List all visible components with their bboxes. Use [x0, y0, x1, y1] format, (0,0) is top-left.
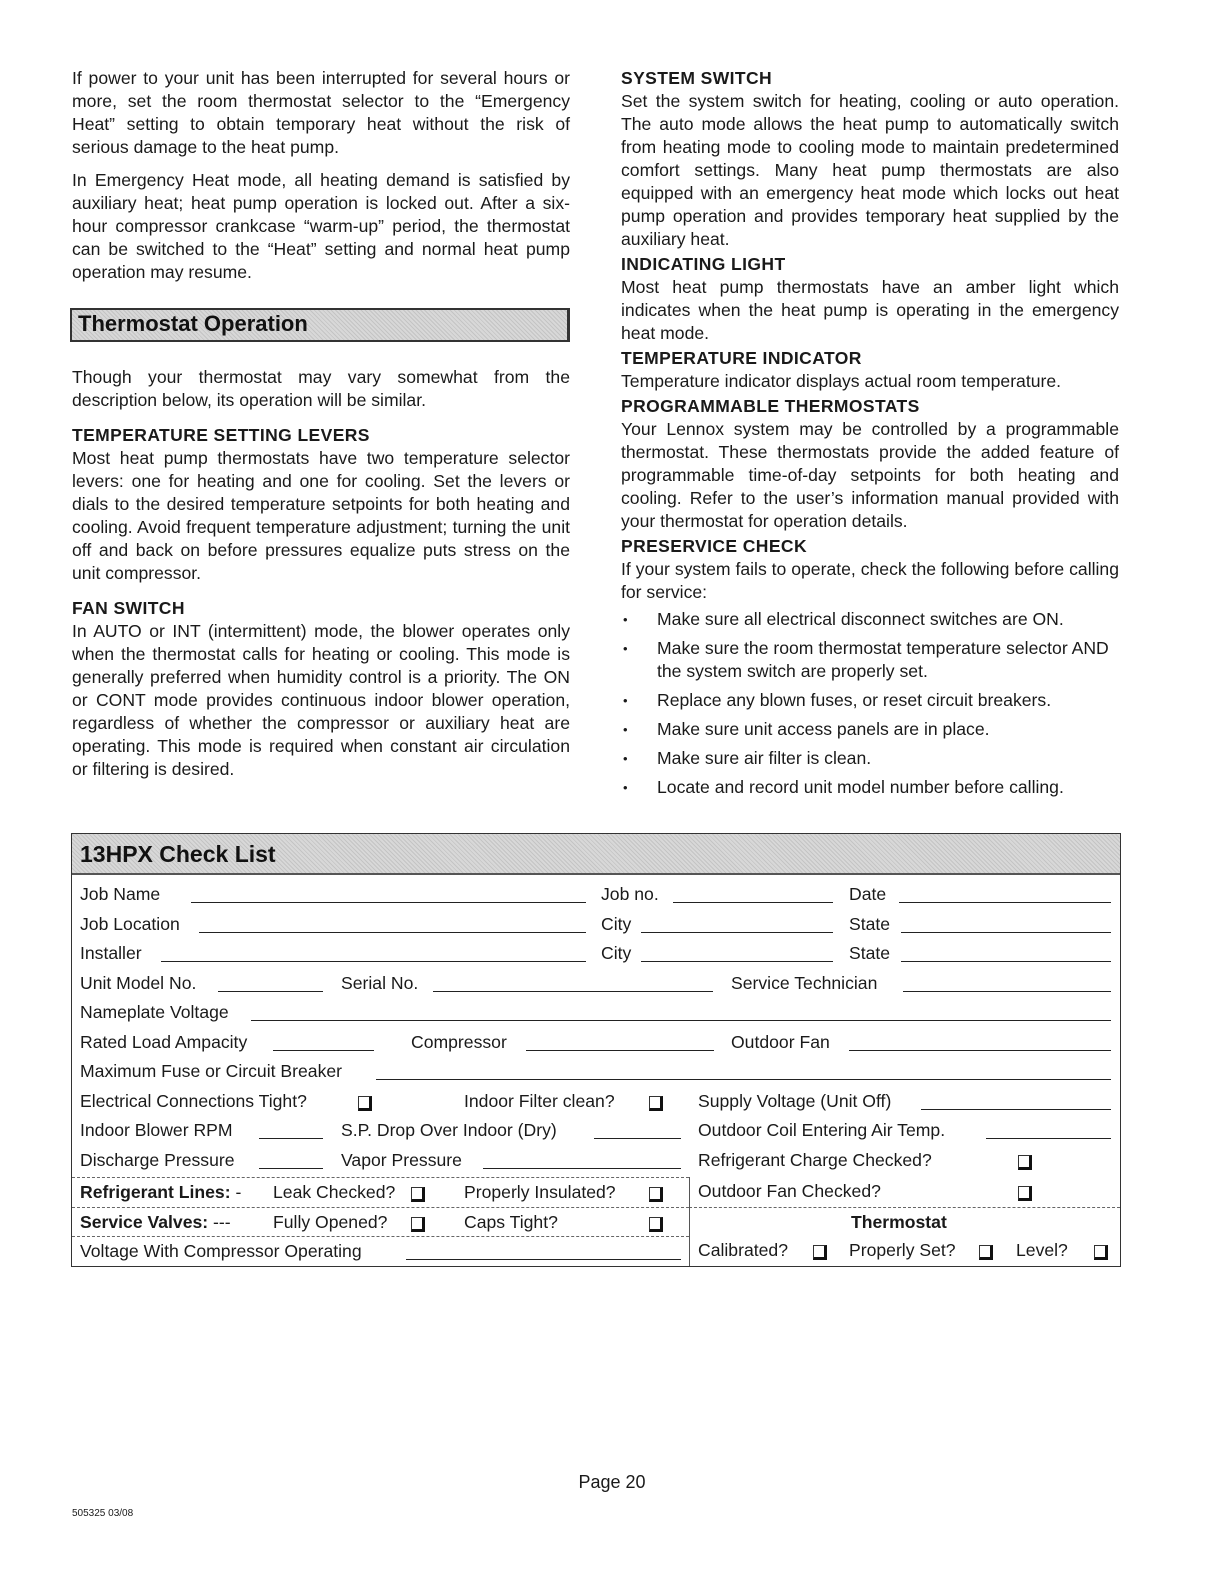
fan-text: In AUTO or INT (intermittent) mode, the blower operates only when the thermostat calls for heating or cooling. This mode is generally preferred when humidity control is a priority. The ON or CONT mode provides continuous indoor blower operation, regardless of whether the compressor or auxiliary heat are operating. This mode is required when constant air circulation or filtering is desired. [72, 621, 570, 779]
label: Supply Voltage (Unit Off) [698, 1090, 892, 1111]
label: Job Name [80, 884, 161, 904]
label: Indoor Blower RPM [80, 1120, 233, 1140]
system-heading: SYSTEM SWITCH [621, 68, 773, 88]
levers-heading: TEMPERATURE SETTING LEVERS [72, 425, 370, 445]
row-refrigerant-lines [72, 1177, 689, 1208]
level-checkbox[interactable] [1094, 1245, 1108, 1260]
label: Properly Set? [849, 1240, 956, 1260]
label: Outdoor Coil Entering Air Temp. [698, 1120, 946, 1140]
installer-state-field[interactable] [901, 961, 1111, 962]
discharge-field[interactable] [259, 1168, 323, 1169]
list-item: • Replace any blown fuses, or reset circuit breakers. [621, 689, 1119, 712]
label: Calibrated? [698, 1240, 788, 1260]
label: Outdoor Fan Checked? [698, 1181, 881, 1201]
row-voltage-compressor [72, 1236, 689, 1267]
temp-text: Temperature indicator displays actual room temperature. [621, 371, 1062, 391]
label: S.P. Drop Over Indoor (Dry) [341, 1120, 557, 1140]
banner-title: Thermostat Operation [78, 311, 308, 336]
emergency-heat-paragraph: If power to your unit has been interrupted for several hours or more, set the room thermostat selector to the “Emergency Heat” setting to obtain temporary heat without the risk of serious damage to the heat pump. [72, 68, 570, 157]
installer-field[interactable] [161, 961, 586, 962]
row-thermostat-checks [689, 1236, 1120, 1266]
row-thermostat-heading [689, 1207, 1120, 1238]
temp-heading: TEMPERATURE INDICATOR [621, 348, 862, 368]
light-text: Most heat pump thermostats have an amber light which indicates when the heat pump is operating in the emergency heat mode. [621, 277, 1119, 343]
prog-heading: PROGRAMMABLE THERMOSTATS [621, 396, 920, 416]
check-list-title: 13HPX Check List [80, 841, 276, 867]
label: Vapor Pressure [341, 1149, 462, 1170]
label: Refrigerant Charge Checked? [698, 1149, 932, 1170]
row-blower [72, 1116, 1120, 1146]
row-outdoor-fan-checked [689, 1177, 1120, 1207]
fully-opened-checkbox[interactable] [411, 1217, 425, 1232]
compressor-field[interactable] [526, 1050, 714, 1051]
check-list [71, 833, 1121, 1267]
light-heading: INDICATING LIGHT [621, 254, 786, 274]
label: Job no. [601, 884, 659, 904]
label: Caps Tight? [464, 1211, 558, 1232]
calibrated-checkbox[interactable] [813, 1245, 827, 1260]
label: Level? [1016, 1240, 1068, 1260]
label: Maximum Fuse or Circuit Breaker [80, 1061, 343, 1081]
serial-field[interactable] [433, 991, 713, 992]
emergency-mode-paragraph: In Emergency Heat mode, all heating demand is satisfied by auxiliary heat; heat pump operation is locked out. After a six-hour compressor crankcase “warm-up” period, the thermostat can be switched to the “Heat” setting and normal heat pump operation may resume. [72, 170, 570, 282]
coil-temp-field[interactable] [986, 1138, 1111, 1139]
row-max-fuse [72, 1057, 1120, 1087]
row-rated-load [72, 1028, 1120, 1058]
label: City [601, 913, 632, 934]
preservice-heading: PRESERVICE CHECK [621, 536, 807, 556]
job-no-field[interactable] [673, 902, 833, 903]
check-list-header [72, 834, 1120, 875]
label: State [849, 913, 891, 934]
label: Date [849, 884, 887, 904]
label: Leak Checked? [273, 1182, 396, 1202]
list-item: • Locate and record unit model number before calling. [621, 776, 1119, 799]
electrical-checkbox[interactable] [358, 1096, 372, 1111]
label: State [849, 943, 891, 963]
job-name-field[interactable] [191, 902, 586, 903]
label: Installer [80, 943, 142, 963]
fan-heading: FAN SWITCH [72, 598, 185, 618]
properly-set-checkbox[interactable] [979, 1245, 993, 1260]
label: City [601, 943, 632, 963]
left-column [72, 67, 570, 791]
page-number: Page 20 [578, 1472, 646, 1492]
label: Service Technician [731, 972, 878, 993]
supply-voltage-field[interactable] [921, 1109, 1111, 1110]
indoor-filter-checkbox[interactable] [649, 1096, 663, 1111]
sp-drop-field[interactable] [594, 1138, 681, 1139]
vapor-field[interactable] [483, 1168, 681, 1169]
job-location-field[interactable] [199, 932, 586, 933]
label: Outdoor Fan [731, 1031, 830, 1052]
label: Nameplate Voltage [80, 1002, 229, 1022]
label: Refrigerant Lines: - [80, 1182, 242, 1202]
row-installer [72, 939, 1120, 969]
list-item: • Make sure unit access panels are in place. [621, 718, 1119, 741]
preservice-list [621, 608, 1119, 799]
document-code: 505325 03/08 [72, 1508, 134, 1519]
label: Unit Model No. [80, 972, 197, 993]
outdoor-fan-field[interactable] [849, 1050, 1111, 1051]
installer-city-field[interactable] [641, 961, 833, 962]
prog-text: Your Lennox system may be controlled by a programmable thermostat. These thermostats provide the added feature of programmable time-of-day setpoints for both heating and cooling. Refer to the user’s information manual provided with your thermostat for operation details. [621, 419, 1119, 531]
label: Discharge Pressure [80, 1149, 235, 1170]
row-discharge [72, 1146, 1120, 1176]
label: Properly Insulated? [464, 1182, 616, 1202]
label: Compressor [411, 1031, 507, 1052]
label: Serial No. [341, 972, 419, 993]
row-electrical [72, 1087, 1120, 1117]
list-item: • Make sure all electrical disconnect switches are ON. [621, 608, 1119, 631]
voltage-compressor-field[interactable] [406, 1259, 681, 1260]
label: Job Location [80, 913, 180, 934]
row-service-valves [72, 1207, 689, 1238]
thermostat-heading: Thermostat [851, 1211, 947, 1232]
levers-text: Most heat pump thermostats have two temperature selector levers: one for heating and one for cooling. Set the levers or dials to the desired temperature setpoints for both heating and cooling. Avoid frequent temperature adjustment; turning the unit off and back on before pressures equalize puts stress on the unit compressor. [72, 448, 570, 583]
rated-load-field[interactable] [273, 1050, 374, 1051]
preservice-text: If your system fails to operate, check the following before calling for service: [621, 559, 1119, 602]
thermostat-intro: Though your thermostat may vary somewhat from the description below, its operation will be similar. [72, 367, 570, 410]
label: Voltage With Compressor Operating [80, 1241, 362, 1261]
row-nameplate-voltage [72, 998, 1120, 1028]
list-item: • Make sure the room thermostat temperature selector AND the system switch are properly set. [621, 637, 1119, 683]
outdoor-fan-checkbox[interactable] [1018, 1186, 1032, 1201]
unit-model-field[interactable] [218, 991, 323, 992]
nameplate-voltage-field[interactable] [251, 1020, 1111, 1021]
row-job-location [72, 910, 1120, 940]
right-column [621, 67, 1119, 805]
thermostat-operation-banner [70, 308, 570, 342]
label: Service Valves: --- [80, 1211, 231, 1232]
blower-rpm-field[interactable] [259, 1138, 323, 1139]
label: Rated Load Ampacity [80, 1031, 248, 1052]
state-field[interactable] [901, 932, 1111, 933]
column-divider [689, 1177, 690, 1266]
label: Indoor Filter clean? [464, 1090, 615, 1111]
system-text: Set the system switch for heating, cooling or auto operation. The auto mode allows the heat pump to automatically switch from heating mode to cooling mode to maintain predetermined comfort settings. Many heat pump thermostats are also equipped with an emergency heat mode which locks out heat pump operation and provides temporary heat supplied by the auxiliary heat. [621, 91, 1119, 249]
list-item: • Make sure air filter is clean. [621, 747, 1119, 770]
service-tech-field[interactable] [903, 991, 1111, 992]
label: Fully Opened? [273, 1211, 388, 1232]
caps-tight-checkbox[interactable] [649, 1217, 663, 1232]
leak-checkbox[interactable] [411, 1187, 425, 1202]
insulated-checkbox[interactable] [649, 1187, 663, 1202]
max-fuse-field[interactable] [376, 1079, 1111, 1080]
date-field[interactable] [899, 902, 1111, 903]
row-unit-model [72, 969, 1120, 999]
city-field[interactable] [641, 932, 833, 933]
label: Electrical Connections Tight? [80, 1090, 307, 1111]
refrigerant-charge-checkbox[interactable] [1018, 1155, 1032, 1170]
row-job-name [72, 880, 1120, 910]
